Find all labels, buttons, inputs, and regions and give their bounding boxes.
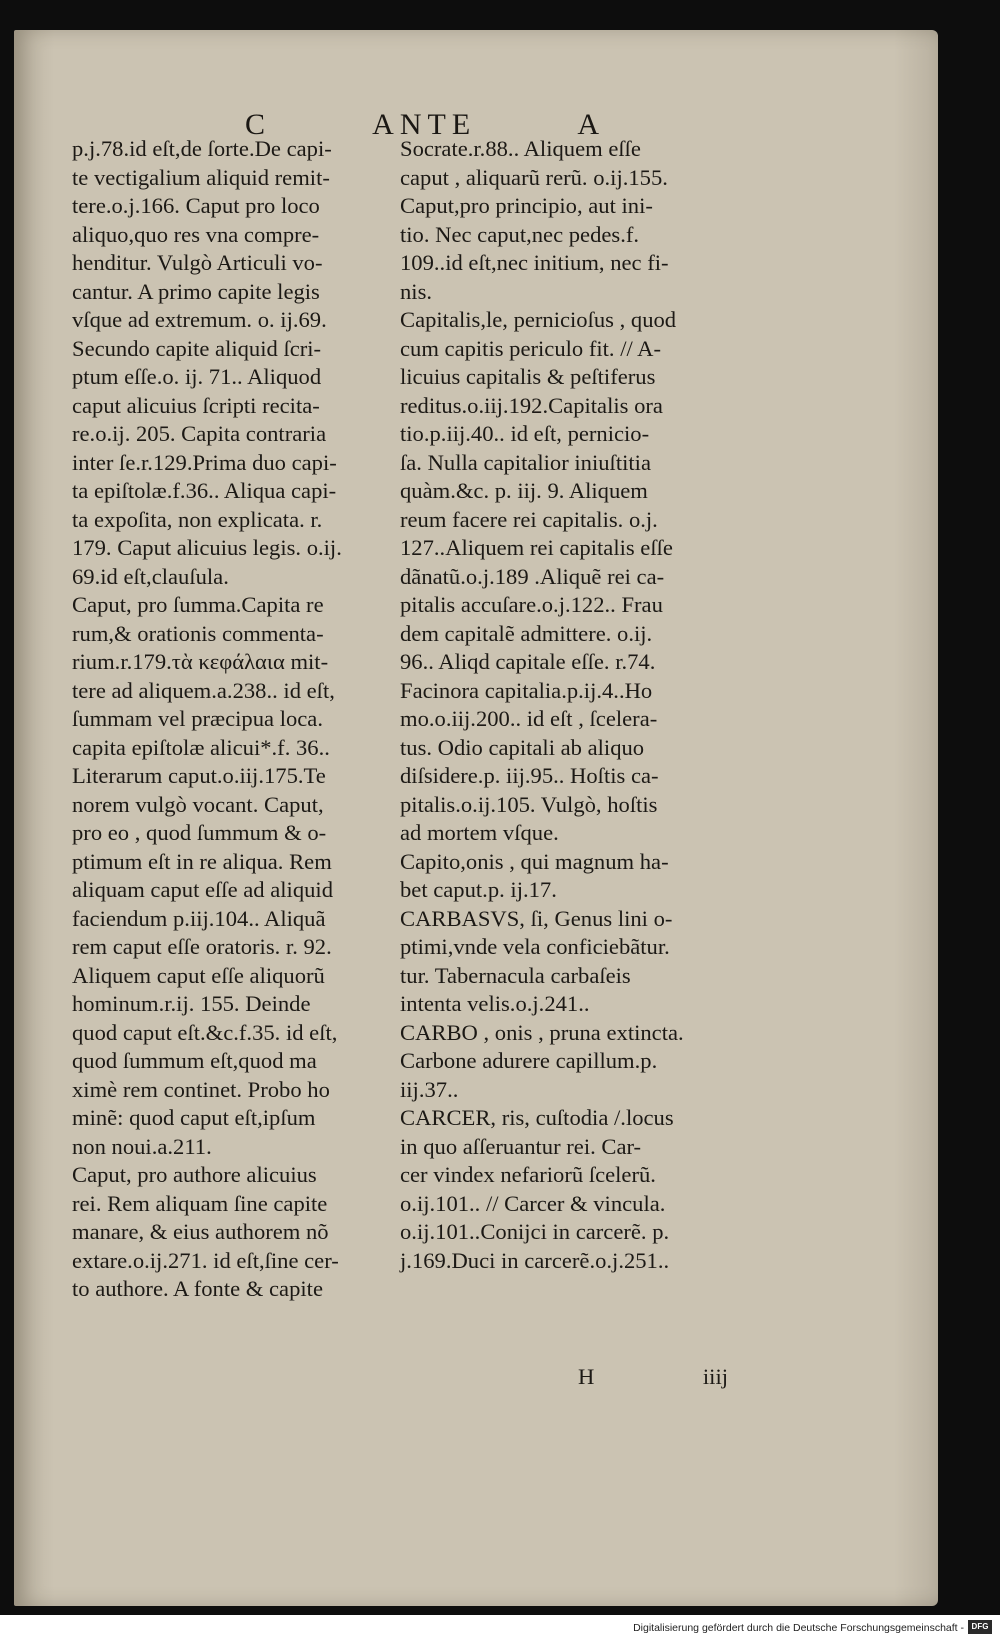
text-line: caput , aliquarũ rerũ. o.ij.155. bbox=[400, 164, 668, 190]
text-line: re.o.ij. 205. Capita contraria bbox=[72, 421, 327, 446]
text-line: 69.id eſt,clauſula. bbox=[72, 563, 229, 589]
text-line: Caput,pro principio, aut ini- bbox=[400, 193, 653, 218]
text-line: rum,& orationis commenta- bbox=[72, 620, 324, 646]
text-line: vſque ad extremum. o. ij.69. bbox=[72, 307, 327, 332]
text-line: 179. Caput alicuius legis. o.ij. bbox=[72, 535, 342, 560]
text-line: o.ij.101..Conijci in carcerẽ. p. bbox=[400, 1219, 670, 1244]
text-line: henditur. Vulgò Articuli vo- bbox=[72, 250, 323, 275]
text-line: Aliquem caput eſſe aliquorũ bbox=[72, 962, 325, 988]
text-line: quod ſummum eſt,quod ma bbox=[72, 1048, 317, 1073]
dfg-logo-icon: DFG bbox=[968, 1620, 992, 1634]
text-line: 109..id eſt,nec initium, nec fi- bbox=[400, 250, 669, 275]
text-line: ptimi,vnde vela conficiebãtur. bbox=[400, 934, 670, 959]
text-line: rem caput eſſe oratoris. r. 92. bbox=[72, 934, 332, 959]
text-line: o.ij.101.. // Carcer & vincula. bbox=[400, 1190, 666, 1216]
text-line: Secundo capite aliquid ſcri- bbox=[72, 335, 322, 361]
text-line: ad mortem vſque. bbox=[400, 820, 559, 845]
text-line: te vectigalium aliquid remit- bbox=[72, 164, 330, 190]
text-line: reditus.o.iij.192.Capitalis ora bbox=[400, 392, 663, 418]
text-line: tio.p.iij.40.. id eſt, pernicio- bbox=[400, 421, 650, 446]
text-line: hominum.r.ij. 155. Deinde bbox=[72, 991, 311, 1016]
running-head-word: ANTE bbox=[372, 108, 477, 141]
text-line: intenta velis.o.j.241.. bbox=[400, 991, 590, 1016]
text-line: inter ſe.r.129.Prima duo capi- bbox=[72, 449, 337, 475]
text-line: aliquo,quo res vna compre- bbox=[72, 221, 320, 247]
text-line: 127..Aliquem rei capitalis eſſe bbox=[400, 535, 673, 560]
text-line: p.j.78.id eſt,de ſorte.De capi- bbox=[72, 136, 332, 161]
text-line: iij.37.. bbox=[400, 1076, 459, 1102]
text-line: manare, & eius authorem nõ bbox=[72, 1219, 329, 1244]
text-line: Caput, pro ſumma.Capita re bbox=[72, 592, 324, 617]
text-line: Socrate.r.88.. Aliquem eſſe bbox=[400, 136, 641, 161]
signature-mark bbox=[578, 1364, 728, 1390]
text-line: aliquam caput eſſe ad aliquid bbox=[72, 877, 333, 902]
text-line: cum capitis periculo fit. // A- bbox=[400, 335, 662, 361]
text-line: CARCER, ris, cuſtodia /.locus bbox=[400, 1105, 674, 1130]
text-line: pitalis accuſare.o.j.122.. Frau bbox=[400, 592, 663, 617]
text-line: 96.. Aliqd capitale eſſe. r.74. bbox=[400, 649, 656, 674]
text-line: Carbone adurere capillum.p. bbox=[400, 1048, 658, 1073]
text-line: nis. bbox=[400, 278, 433, 304]
text-line: mo.o.iij.200.. id eſt , ſcelera- bbox=[400, 706, 658, 731]
text-line: tere ad aliquem.a.238.. id eſt, bbox=[72, 677, 335, 703]
text-line: extare.o.ij.271. id eſt,ſine cer- bbox=[72, 1247, 339, 1273]
text-line: tio. Nec caput,nec pedes.f. bbox=[400, 221, 640, 247]
text-line: Literarum caput.o.iij.175.Te bbox=[72, 763, 326, 788]
text-line: bet caput.p. ij.17. bbox=[400, 877, 557, 902]
left-column bbox=[72, 135, 390, 1304]
right-column bbox=[400, 135, 770, 1275]
text-line: ptum eſſe.o. ij. 71.. Aliquod bbox=[72, 364, 322, 389]
text-line: CARBO , onis , pruna extincta. bbox=[400, 1019, 684, 1045]
signature-letter: H bbox=[578, 1364, 595, 1389]
text-line: minẽ: quod caput eſt,ipſum bbox=[72, 1105, 316, 1130]
text-line: caput alicuius ſcripti recita- bbox=[72, 392, 320, 418]
text-line: ſa. Nulla capitalior iniuſtitia bbox=[400, 449, 651, 475]
text-line: Facinora capitalia.p.ij.4..Ho bbox=[400, 677, 653, 703]
text-line: tere.o.j.166. Caput pro loco bbox=[72, 193, 320, 218]
text-line: reum facere rei capitalis. o.j. bbox=[400, 506, 658, 532]
text-line: ſummam vel præcipua loca. bbox=[72, 706, 323, 731]
text-line: cantur. A primo capite legis bbox=[72, 278, 320, 304]
text-line: tur. Tabernacula carbaſeis bbox=[400, 962, 631, 988]
text-line: capita epiſtolæ alicui*.f. 36.. bbox=[72, 734, 330, 760]
text-line: Capitalis,le, pernicioſus , quod bbox=[400, 307, 677, 332]
running-head-letter-left: C bbox=[245, 108, 272, 141]
text-line: ximè rem continet. Probo ho bbox=[72, 1076, 330, 1102]
text-line: dãnatũ.o.j.189 .Aliquẽ rei ca- bbox=[400, 563, 665, 589]
text-line: licuius capitalis & peſtiferus bbox=[400, 364, 656, 389]
text-line: tus. Odio capitali ab aliquo bbox=[400, 734, 645, 760]
text-line: ta epiſtolæ.f.36.. Aliqua capi- bbox=[72, 478, 337, 503]
footer-bar bbox=[0, 1615, 1000, 1643]
text-line: Capito,onis , qui magnum ha- bbox=[400, 848, 669, 874]
text-line: non noui.a.211. bbox=[72, 1133, 212, 1159]
text-line: pro eo , quod ſummum & o- bbox=[72, 820, 327, 845]
text-line: quàm.&c. p. iij. 9. Aliquem bbox=[400, 478, 648, 503]
text-line: j.169.Duci in carcerẽ.o.j.251.. bbox=[400, 1247, 670, 1273]
text-line: rei. Rem aliquam ſine capite bbox=[72, 1190, 328, 1216]
signature-number: iiij bbox=[702, 1364, 728, 1389]
funding-notice: Digitalisierung gefördert durch die Deutsche Forschungsgemeinschaft - bbox=[633, 1622, 964, 1634]
text-line: in quo aſſeruantur rei. Car- bbox=[400, 1133, 642, 1159]
text-line: diſsidere.p. iij.95.. Hoſtis ca- bbox=[400, 763, 659, 788]
text-line: ta expoſita, non explicata. r. bbox=[72, 506, 323, 532]
text-line: to authore. A fonte & capite bbox=[72, 1276, 323, 1301]
text-line: Caput, pro authore alicuius bbox=[72, 1162, 317, 1187]
text-line: cer vindex nefariorũ ſcelerũ. bbox=[400, 1162, 656, 1187]
text-line: norem vulgò vocant. Caput, bbox=[72, 791, 324, 817]
text-line: ptimum eſt in re aliqua. Rem bbox=[72, 848, 332, 874]
text-line: rium.r.179.τὰ κεφάλαια mit- bbox=[72, 649, 329, 674]
text-line: CARBASVS, ſi, Genus lini o- bbox=[400, 905, 673, 931]
text-line: faciendum p.iij.104.. Aliquã bbox=[72, 905, 326, 931]
running-head-letter-right: A bbox=[577, 108, 605, 141]
text-line: quod caput eſt.&c.f.35. id eſt, bbox=[72, 1019, 338, 1045]
text-line: dem capitalẽ admittere. o.ij. bbox=[400, 620, 653, 646]
text-line: pitalis.o.ij.105. Vulgò, hoſtis bbox=[400, 791, 658, 817]
